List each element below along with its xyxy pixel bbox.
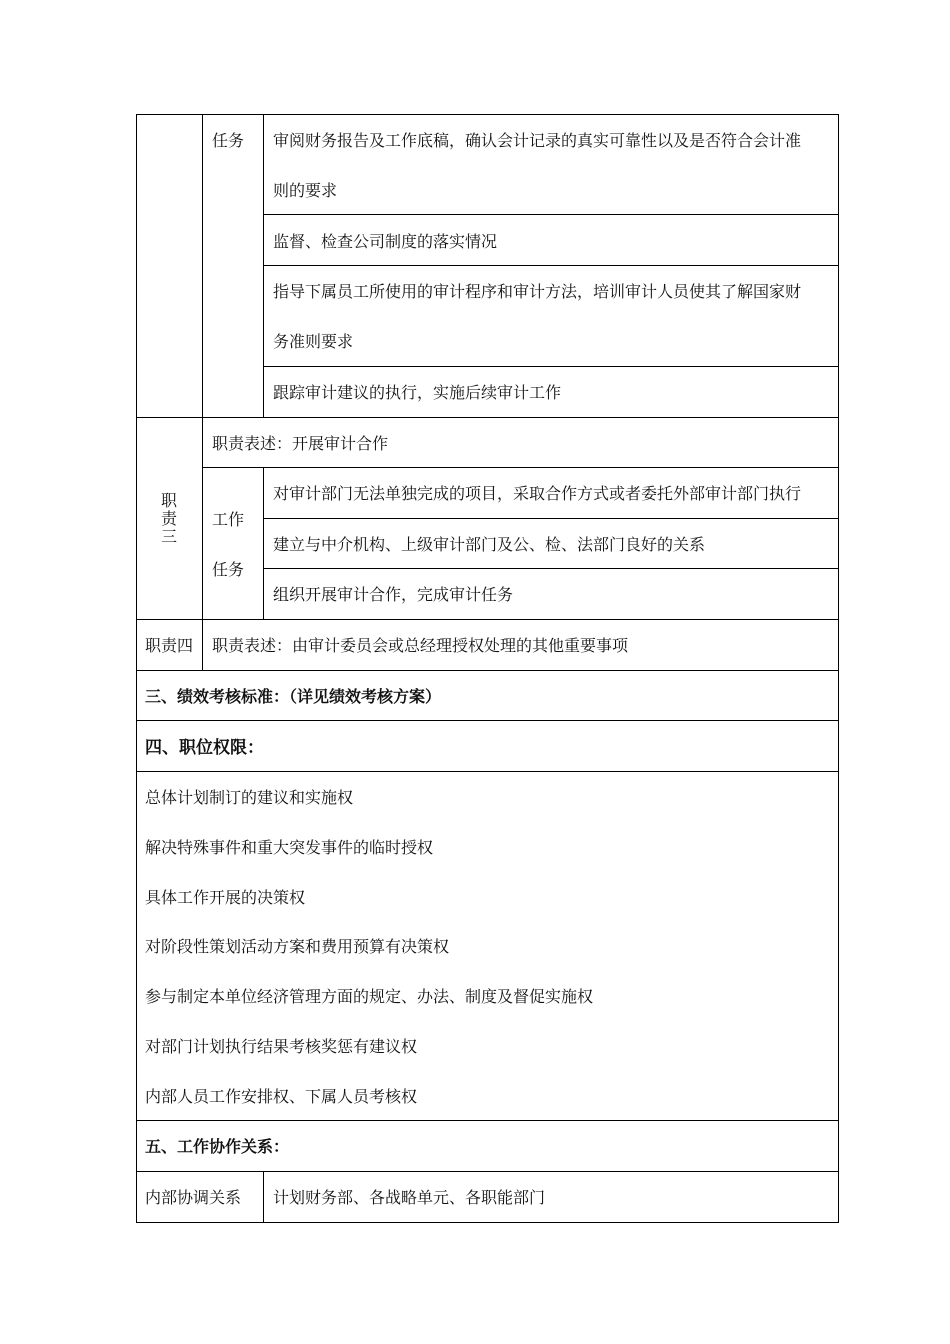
duty3-description: 职责表述：开展审计合作 (212, 434, 389, 453)
duty3-label: 职责三 (160, 491, 177, 546)
task-item-continued: 则的要求 (273, 181, 338, 200)
task-item: 跟踪审计建议的执行，实施后续审计工作 (273, 383, 562, 402)
task-item-continued: 务准则要求 (273, 332, 354, 351)
row-divider (136, 1171, 839, 1172)
table-border-bottom (136, 1222, 839, 1223)
row-divider (263, 518, 839, 519)
task-label: 工作 (212, 510, 245, 529)
task-item: 监督、检查公司制度的落实情况 (273, 232, 498, 251)
table-border-top (136, 114, 839, 115)
task-label-continued: 任务 (212, 560, 245, 579)
duty4-label: 职责四 (145, 636, 194, 655)
row-divider (136, 619, 839, 620)
task-item: 指导下属员工所使用的审计程序和审计方法，培训审计人员使其了解国家财 (273, 282, 802, 301)
section-title: 五、工作协作关系： (145, 1137, 290, 1156)
task-item: 建立与中介机构、上级审计部门及公、检、法部门良好的关系 (273, 535, 706, 554)
row-divider (263, 366, 839, 367)
col-divider-2b (263, 467, 264, 620)
authority-item: 对部门计划执行结果考核奖惩有建议权 (145, 1037, 418, 1056)
row-divider (263, 265, 839, 266)
coordination-value: 计划财务部、各战略单元、各职能部门 (273, 1188, 546, 1207)
authority-item: 解决特殊事件和重大突发事件的临时授权 (145, 838, 434, 857)
task-item: 组织开展审计合作，完成审计任务 (273, 585, 514, 604)
table-border-right (838, 114, 839, 1223)
section-title: 四、职位权限： (145, 738, 264, 758)
table-border-left (136, 114, 137, 1223)
job-description-table (136, 114, 839, 1223)
col-divider-2c (263, 1171, 264, 1223)
row-divider (263, 568, 839, 569)
row-divider (263, 214, 839, 215)
row-divider (136, 417, 839, 418)
coordination-label: 内部协调关系 (145, 1188, 242, 1207)
section-title: 三、绩效考核标准：（详见绩效考核方案） (145, 687, 442, 706)
row-divider (202, 467, 839, 468)
task-item: 审阅财务报告及工作底稿，确认会计记录的真实可靠性以及是否符合会计准 (273, 131, 802, 150)
authority-item: 参与制定本单位经济管理方面的规定、办法、制度及督促实施权 (145, 987, 594, 1006)
row-divider (136, 720, 839, 721)
task-item: 对审计部门无法单独完成的项目，采取合作方式或者委托外部审计部门执行 (273, 484, 802, 503)
authority-item: 具体工作开展的决策权 (145, 888, 306, 907)
authority-item: 总体计划制订的建议和实施权 (145, 788, 354, 807)
duty4-description: 职责表述：由审计委员会或总经理授权处理的其他重要事项 (212, 636, 629, 655)
col-divider-1 (202, 114, 203, 670)
task-label: 任务 (212, 131, 245, 150)
row-divider (136, 670, 839, 671)
authority-item: 对阶段性策划活动方案和费用预算有决策权 (145, 937, 450, 956)
row-divider (136, 1120, 839, 1121)
row-divider (136, 771, 839, 772)
authority-item: 内部人员工作安排权、下属人员考核权 (145, 1087, 418, 1106)
